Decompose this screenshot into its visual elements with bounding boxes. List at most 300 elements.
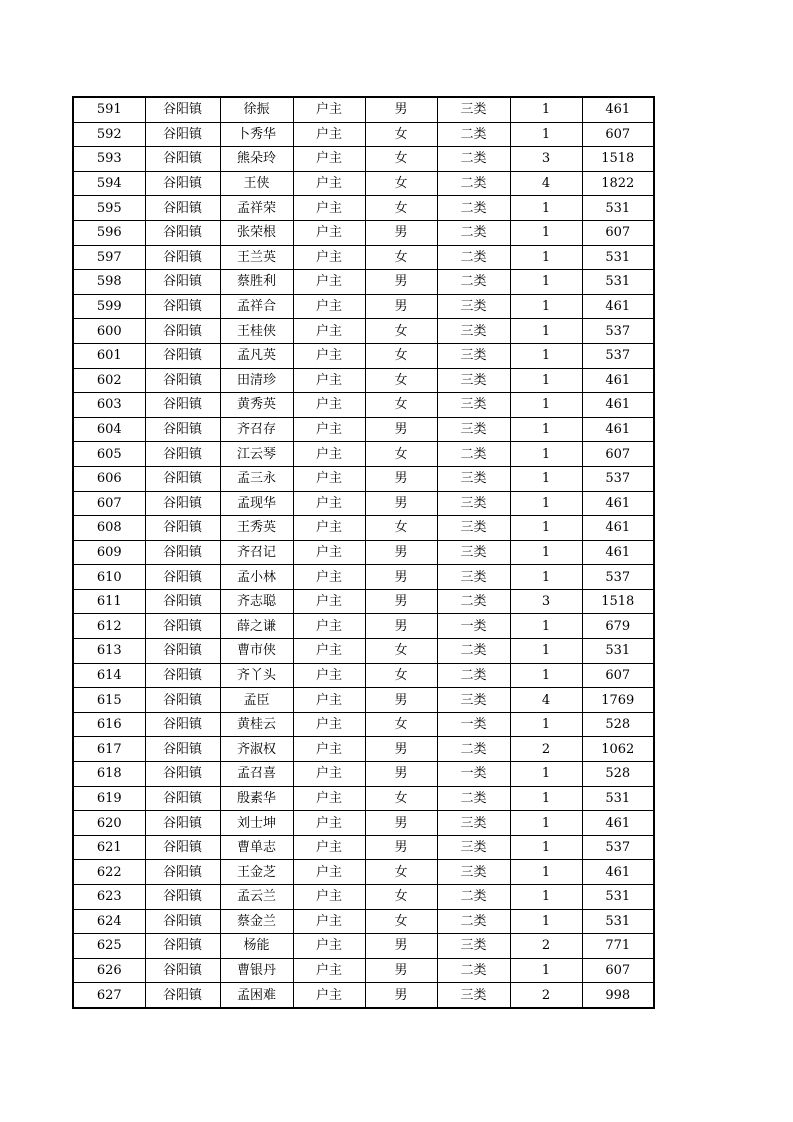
relation-cell: 户主 — [293, 614, 365, 639]
name-cell: 熊朵玲 — [220, 147, 293, 172]
row-number-cell: 617 — [73, 737, 145, 762]
amount-cell: 531 — [582, 885, 654, 910]
town-cell: 谷阳镇 — [145, 491, 220, 516]
amount-cell: 537 — [582, 835, 654, 860]
relation-cell: 户主 — [293, 147, 365, 172]
row-number-cell: 622 — [73, 860, 145, 885]
household-size-cell: 3 — [510, 589, 582, 614]
row-number-cell: 625 — [73, 934, 145, 959]
gender-cell: 女 — [365, 885, 437, 910]
gender-cell: 女 — [365, 639, 437, 664]
town-cell: 谷阳镇 — [145, 983, 220, 1008]
town-cell: 谷阳镇 — [145, 466, 220, 491]
name-cell: 田清珍 — [220, 368, 293, 393]
name-cell: 曹银丹 — [220, 958, 293, 983]
row-number-cell: 613 — [73, 639, 145, 664]
amount-cell: 461 — [582, 294, 654, 319]
amount-cell: 461 — [582, 860, 654, 885]
table-row — [73, 196, 654, 221]
household-size-cell: 1 — [510, 540, 582, 565]
gender-cell: 男 — [365, 688, 437, 713]
household-size-cell: 1 — [510, 885, 582, 910]
table-row — [73, 589, 654, 614]
amount-cell: 607 — [582, 220, 654, 245]
category-cell: 三类 — [437, 811, 510, 836]
amount-cell: 461 — [582, 516, 654, 541]
amount-cell: 1769 — [582, 688, 654, 713]
gender-cell: 男 — [365, 417, 437, 442]
relation-cell: 户主 — [293, 983, 365, 1008]
town-cell: 谷阳镇 — [145, 540, 220, 565]
relation-cell: 户主 — [293, 885, 365, 910]
amount-cell: 1518 — [582, 589, 654, 614]
gender-cell: 男 — [365, 565, 437, 590]
table-row — [73, 393, 654, 418]
table-row — [73, 122, 654, 147]
gender-cell: 女 — [365, 319, 437, 344]
gender-cell: 男 — [365, 737, 437, 762]
row-number-cell: 603 — [73, 393, 145, 418]
town-cell: 谷阳镇 — [145, 565, 220, 590]
row-number-cell: 606 — [73, 466, 145, 491]
household-size-cell: 1 — [510, 417, 582, 442]
category-cell: 三类 — [437, 835, 510, 860]
name-cell: 刘士坤 — [220, 811, 293, 836]
category-cell: 三类 — [437, 688, 510, 713]
town-cell: 谷阳镇 — [145, 639, 220, 664]
household-size-cell: 1 — [510, 122, 582, 147]
category-cell: 二类 — [437, 885, 510, 910]
roster-table — [72, 96, 655, 1009]
town-cell: 谷阳镇 — [145, 909, 220, 934]
table-row — [73, 762, 654, 787]
name-cell: 孟祥合 — [220, 294, 293, 319]
town-cell: 谷阳镇 — [145, 688, 220, 713]
name-cell: 孟云兰 — [220, 885, 293, 910]
row-number-cell: 594 — [73, 171, 145, 196]
category-cell: 二类 — [437, 147, 510, 172]
category-cell: 二类 — [437, 196, 510, 221]
row-number-cell: 607 — [73, 491, 145, 516]
table-row — [73, 368, 654, 393]
row-number-cell: 597 — [73, 245, 145, 270]
category-cell: 三类 — [437, 983, 510, 1008]
name-cell: 齐丫头 — [220, 663, 293, 688]
category-cell: 三类 — [437, 540, 510, 565]
amount-cell: 528 — [582, 712, 654, 737]
category-cell: 三类 — [437, 516, 510, 541]
category-cell: 二类 — [437, 245, 510, 270]
amount-cell: 1822 — [582, 171, 654, 196]
gender-cell: 女 — [365, 663, 437, 688]
amount-cell: 461 — [582, 368, 654, 393]
row-number-cell: 627 — [73, 983, 145, 1008]
table-row — [73, 885, 654, 910]
table-row — [73, 245, 654, 270]
town-cell: 谷阳镇 — [145, 786, 220, 811]
gender-cell: 女 — [365, 147, 437, 172]
row-number-cell: 614 — [73, 663, 145, 688]
table-row — [73, 909, 654, 934]
relation-cell: 户主 — [293, 786, 365, 811]
town-cell: 谷阳镇 — [145, 516, 220, 541]
name-cell: 王桂侠 — [220, 319, 293, 344]
category-cell: 三类 — [437, 343, 510, 368]
amount-cell: 531 — [582, 270, 654, 295]
relation-cell: 户主 — [293, 835, 365, 860]
table-row — [73, 294, 654, 319]
table-row — [73, 983, 654, 1008]
name-cell: 王侠 — [220, 171, 293, 196]
table-row — [73, 343, 654, 368]
household-size-cell: 1 — [510, 663, 582, 688]
table-row — [73, 811, 654, 836]
table-row — [73, 663, 654, 688]
amount-cell: 537 — [582, 343, 654, 368]
amount-cell: 1518 — [582, 147, 654, 172]
table-row — [73, 516, 654, 541]
town-cell: 谷阳镇 — [145, 934, 220, 959]
category-cell: 二类 — [437, 220, 510, 245]
row-number-cell: 608 — [73, 516, 145, 541]
household-size-cell: 4 — [510, 171, 582, 196]
name-cell: 张荣根 — [220, 220, 293, 245]
relation-cell: 户主 — [293, 811, 365, 836]
town-cell: 谷阳镇 — [145, 811, 220, 836]
row-number-cell: 620 — [73, 811, 145, 836]
gender-cell: 男 — [365, 466, 437, 491]
gender-cell: 女 — [365, 171, 437, 196]
category-cell: 二类 — [437, 786, 510, 811]
name-cell: 孟三永 — [220, 466, 293, 491]
relation-cell: 户主 — [293, 540, 365, 565]
amount-cell: 461 — [582, 540, 654, 565]
amount-cell: 607 — [582, 958, 654, 983]
gender-cell: 女 — [365, 343, 437, 368]
category-cell: 三类 — [437, 934, 510, 959]
gender-cell: 女 — [365, 860, 437, 885]
relation-cell: 户主 — [293, 712, 365, 737]
name-cell: 曹单志 — [220, 835, 293, 860]
household-size-cell: 1 — [510, 319, 582, 344]
relation-cell: 户主 — [293, 958, 365, 983]
table-row — [73, 712, 654, 737]
gender-cell: 女 — [365, 442, 437, 467]
amount-cell: 607 — [582, 663, 654, 688]
name-cell: 孟小林 — [220, 565, 293, 590]
household-size-cell: 1 — [510, 909, 582, 934]
household-size-cell: 2 — [510, 934, 582, 959]
amount-cell: 531 — [582, 245, 654, 270]
relation-cell: 户主 — [293, 245, 365, 270]
table-row — [73, 614, 654, 639]
name-cell: 孟困难 — [220, 983, 293, 1008]
name-cell: 江云琴 — [220, 442, 293, 467]
row-number-cell: 623 — [73, 885, 145, 910]
amount-cell: 537 — [582, 319, 654, 344]
relation-cell: 户主 — [293, 220, 365, 245]
row-number-cell: 615 — [73, 688, 145, 713]
relation-cell: 户主 — [293, 368, 365, 393]
amount-cell: 461 — [582, 811, 654, 836]
gender-cell: 女 — [365, 516, 437, 541]
category-cell: 三类 — [437, 417, 510, 442]
relation-cell: 户主 — [293, 294, 365, 319]
gender-cell: 女 — [365, 786, 437, 811]
table-row — [73, 737, 654, 762]
name-cell: 蔡金兰 — [220, 909, 293, 934]
category-cell: 三类 — [437, 491, 510, 516]
household-size-cell: 1 — [510, 712, 582, 737]
row-number-cell: 604 — [73, 417, 145, 442]
town-cell: 谷阳镇 — [145, 835, 220, 860]
relation-cell: 户主 — [293, 97, 365, 122]
amount-cell: 461 — [582, 417, 654, 442]
gender-cell: 男 — [365, 220, 437, 245]
relation-cell: 户主 — [293, 516, 365, 541]
household-size-cell: 1 — [510, 762, 582, 787]
category-cell: 二类 — [437, 737, 510, 762]
gender-cell: 男 — [365, 614, 437, 639]
table-row — [73, 786, 654, 811]
relation-cell: 户主 — [293, 171, 365, 196]
relation-cell: 户主 — [293, 343, 365, 368]
household-size-cell: 1 — [510, 393, 582, 418]
town-cell: 谷阳镇 — [145, 417, 220, 442]
table-row — [73, 835, 654, 860]
town-cell: 谷阳镇 — [145, 245, 220, 270]
table-row — [73, 958, 654, 983]
category-cell: 二类 — [437, 589, 510, 614]
row-number-cell: 609 — [73, 540, 145, 565]
amount-cell: 528 — [582, 762, 654, 787]
relation-cell: 户主 — [293, 491, 365, 516]
relation-cell: 户主 — [293, 466, 365, 491]
amount-cell: 679 — [582, 614, 654, 639]
relation-cell: 户主 — [293, 270, 365, 295]
table-row — [73, 97, 654, 122]
gender-cell: 男 — [365, 491, 437, 516]
household-size-cell: 1 — [510, 565, 582, 590]
town-cell: 谷阳镇 — [145, 442, 220, 467]
amount-cell: 1062 — [582, 737, 654, 762]
town-cell: 谷阳镇 — [145, 122, 220, 147]
household-size-cell: 1 — [510, 958, 582, 983]
row-number-cell: 612 — [73, 614, 145, 639]
name-cell: 孟召喜 — [220, 762, 293, 787]
name-cell: 徐振 — [220, 97, 293, 122]
town-cell: 谷阳镇 — [145, 860, 220, 885]
gender-cell: 男 — [365, 762, 437, 787]
town-cell: 谷阳镇 — [145, 663, 220, 688]
row-number-cell: 621 — [73, 835, 145, 860]
gender-cell: 男 — [365, 934, 437, 959]
amount-cell: 531 — [582, 909, 654, 934]
gender-cell: 男 — [365, 294, 437, 319]
name-cell: 薛之谦 — [220, 614, 293, 639]
name-cell: 黄桂云 — [220, 712, 293, 737]
table-row — [73, 860, 654, 885]
category-cell: 二类 — [437, 442, 510, 467]
table-row — [73, 639, 654, 664]
category-cell: 二类 — [437, 958, 510, 983]
relation-cell: 户主 — [293, 393, 365, 418]
household-size-cell: 1 — [510, 811, 582, 836]
town-cell: 谷阳镇 — [145, 220, 220, 245]
town-cell: 谷阳镇 — [145, 319, 220, 344]
gender-cell: 男 — [365, 811, 437, 836]
name-cell: 王兰英 — [220, 245, 293, 270]
name-cell: 齐召存 — [220, 417, 293, 442]
amount-cell: 461 — [582, 393, 654, 418]
table-row — [73, 220, 654, 245]
gender-cell: 男 — [365, 589, 437, 614]
category-cell: 三类 — [437, 565, 510, 590]
category-cell: 一类 — [437, 614, 510, 639]
table-row — [73, 442, 654, 467]
name-cell: 王秀英 — [220, 516, 293, 541]
amount-cell: 461 — [582, 491, 654, 516]
row-number-cell: 626 — [73, 958, 145, 983]
category-cell: 一类 — [437, 712, 510, 737]
amount-cell: 607 — [582, 122, 654, 147]
name-cell: 齐志聪 — [220, 589, 293, 614]
name-cell: 曹市侠 — [220, 639, 293, 664]
gender-cell: 女 — [365, 393, 437, 418]
household-size-cell: 1 — [510, 245, 582, 270]
town-cell: 谷阳镇 — [145, 737, 220, 762]
relation-cell: 户主 — [293, 688, 365, 713]
household-size-cell: 1 — [510, 860, 582, 885]
category-cell: 三类 — [437, 466, 510, 491]
row-number-cell: 593 — [73, 147, 145, 172]
household-size-cell: 1 — [510, 516, 582, 541]
category-cell: 三类 — [437, 860, 510, 885]
row-number-cell: 598 — [73, 270, 145, 295]
amount-cell: 771 — [582, 934, 654, 959]
gender-cell: 女 — [365, 122, 437, 147]
table-row — [73, 466, 654, 491]
row-number-cell: 601 — [73, 343, 145, 368]
relation-cell: 户主 — [293, 663, 365, 688]
relation-cell: 户主 — [293, 442, 365, 467]
household-size-cell: 1 — [510, 786, 582, 811]
name-cell: 孟凡英 — [220, 343, 293, 368]
town-cell: 谷阳镇 — [145, 958, 220, 983]
category-cell: 三类 — [437, 368, 510, 393]
row-number-cell: 592 — [73, 122, 145, 147]
category-cell: 一类 — [437, 762, 510, 787]
name-cell: 殷素华 — [220, 786, 293, 811]
name-cell: 杨能 — [220, 934, 293, 959]
gender-cell: 女 — [365, 712, 437, 737]
name-cell: 黄秀英 — [220, 393, 293, 418]
amount-cell: 607 — [582, 442, 654, 467]
relation-cell: 户主 — [293, 639, 365, 664]
category-cell: 二类 — [437, 270, 510, 295]
row-number-cell: 602 — [73, 368, 145, 393]
relation-cell: 户主 — [293, 122, 365, 147]
town-cell: 谷阳镇 — [145, 393, 220, 418]
town-cell: 谷阳镇 — [145, 97, 220, 122]
table-row — [73, 417, 654, 442]
relation-cell: 户主 — [293, 737, 365, 762]
household-size-cell: 1 — [510, 270, 582, 295]
relation-cell: 户主 — [293, 934, 365, 959]
amount-cell: 531 — [582, 639, 654, 664]
row-number-cell: 600 — [73, 319, 145, 344]
table-row — [73, 540, 654, 565]
town-cell: 谷阳镇 — [145, 589, 220, 614]
name-cell: 王金芝 — [220, 860, 293, 885]
amount-cell: 531 — [582, 786, 654, 811]
table-row — [73, 147, 654, 172]
amount-cell: 998 — [582, 983, 654, 1008]
roster-table-body — [73, 97, 654, 1008]
table-row — [73, 934, 654, 959]
town-cell: 谷阳镇 — [145, 343, 220, 368]
household-size-cell: 2 — [510, 737, 582, 762]
category-cell: 二类 — [437, 122, 510, 147]
household-size-cell: 1 — [510, 343, 582, 368]
roster-table-container — [72, 96, 653, 1009]
name-cell: 孟祥荣 — [220, 196, 293, 221]
gender-cell: 女 — [365, 368, 437, 393]
gender-cell: 男 — [365, 97, 437, 122]
row-number-cell: 619 — [73, 786, 145, 811]
row-number-cell: 591 — [73, 97, 145, 122]
row-number-cell: 596 — [73, 220, 145, 245]
town-cell: 谷阳镇 — [145, 196, 220, 221]
gender-cell: 男 — [365, 270, 437, 295]
category-cell: 三类 — [437, 294, 510, 319]
gender-cell: 女 — [365, 909, 437, 934]
household-size-cell: 1 — [510, 491, 582, 516]
amount-cell: 537 — [582, 565, 654, 590]
town-cell: 谷阳镇 — [145, 368, 220, 393]
table-row — [73, 565, 654, 590]
household-size-cell: 1 — [510, 220, 582, 245]
category-cell: 三类 — [437, 393, 510, 418]
gender-cell: 女 — [365, 245, 437, 270]
table-row — [73, 270, 654, 295]
household-size-cell: 1 — [510, 466, 582, 491]
category-cell: 二类 — [437, 639, 510, 664]
row-number-cell: 611 — [73, 589, 145, 614]
household-size-cell: 3 — [510, 147, 582, 172]
table-row — [73, 491, 654, 516]
gender-cell: 男 — [365, 958, 437, 983]
town-cell: 谷阳镇 — [145, 147, 220, 172]
name-cell: 孟现华 — [220, 491, 293, 516]
town-cell: 谷阳镇 — [145, 171, 220, 196]
gender-cell: 女 — [365, 196, 437, 221]
category-cell: 二类 — [437, 663, 510, 688]
household-size-cell: 1 — [510, 442, 582, 467]
relation-cell: 户主 — [293, 589, 365, 614]
relation-cell: 户主 — [293, 860, 365, 885]
row-number-cell: 618 — [73, 762, 145, 787]
town-cell: 谷阳镇 — [145, 270, 220, 295]
category-cell: 二类 — [437, 909, 510, 934]
household-size-cell: 1 — [510, 294, 582, 319]
relation-cell: 户主 — [293, 196, 365, 221]
household-size-cell: 4 — [510, 688, 582, 713]
category-cell: 三类 — [437, 97, 510, 122]
gender-cell: 男 — [365, 540, 437, 565]
relation-cell: 户主 — [293, 417, 365, 442]
table-row — [73, 319, 654, 344]
